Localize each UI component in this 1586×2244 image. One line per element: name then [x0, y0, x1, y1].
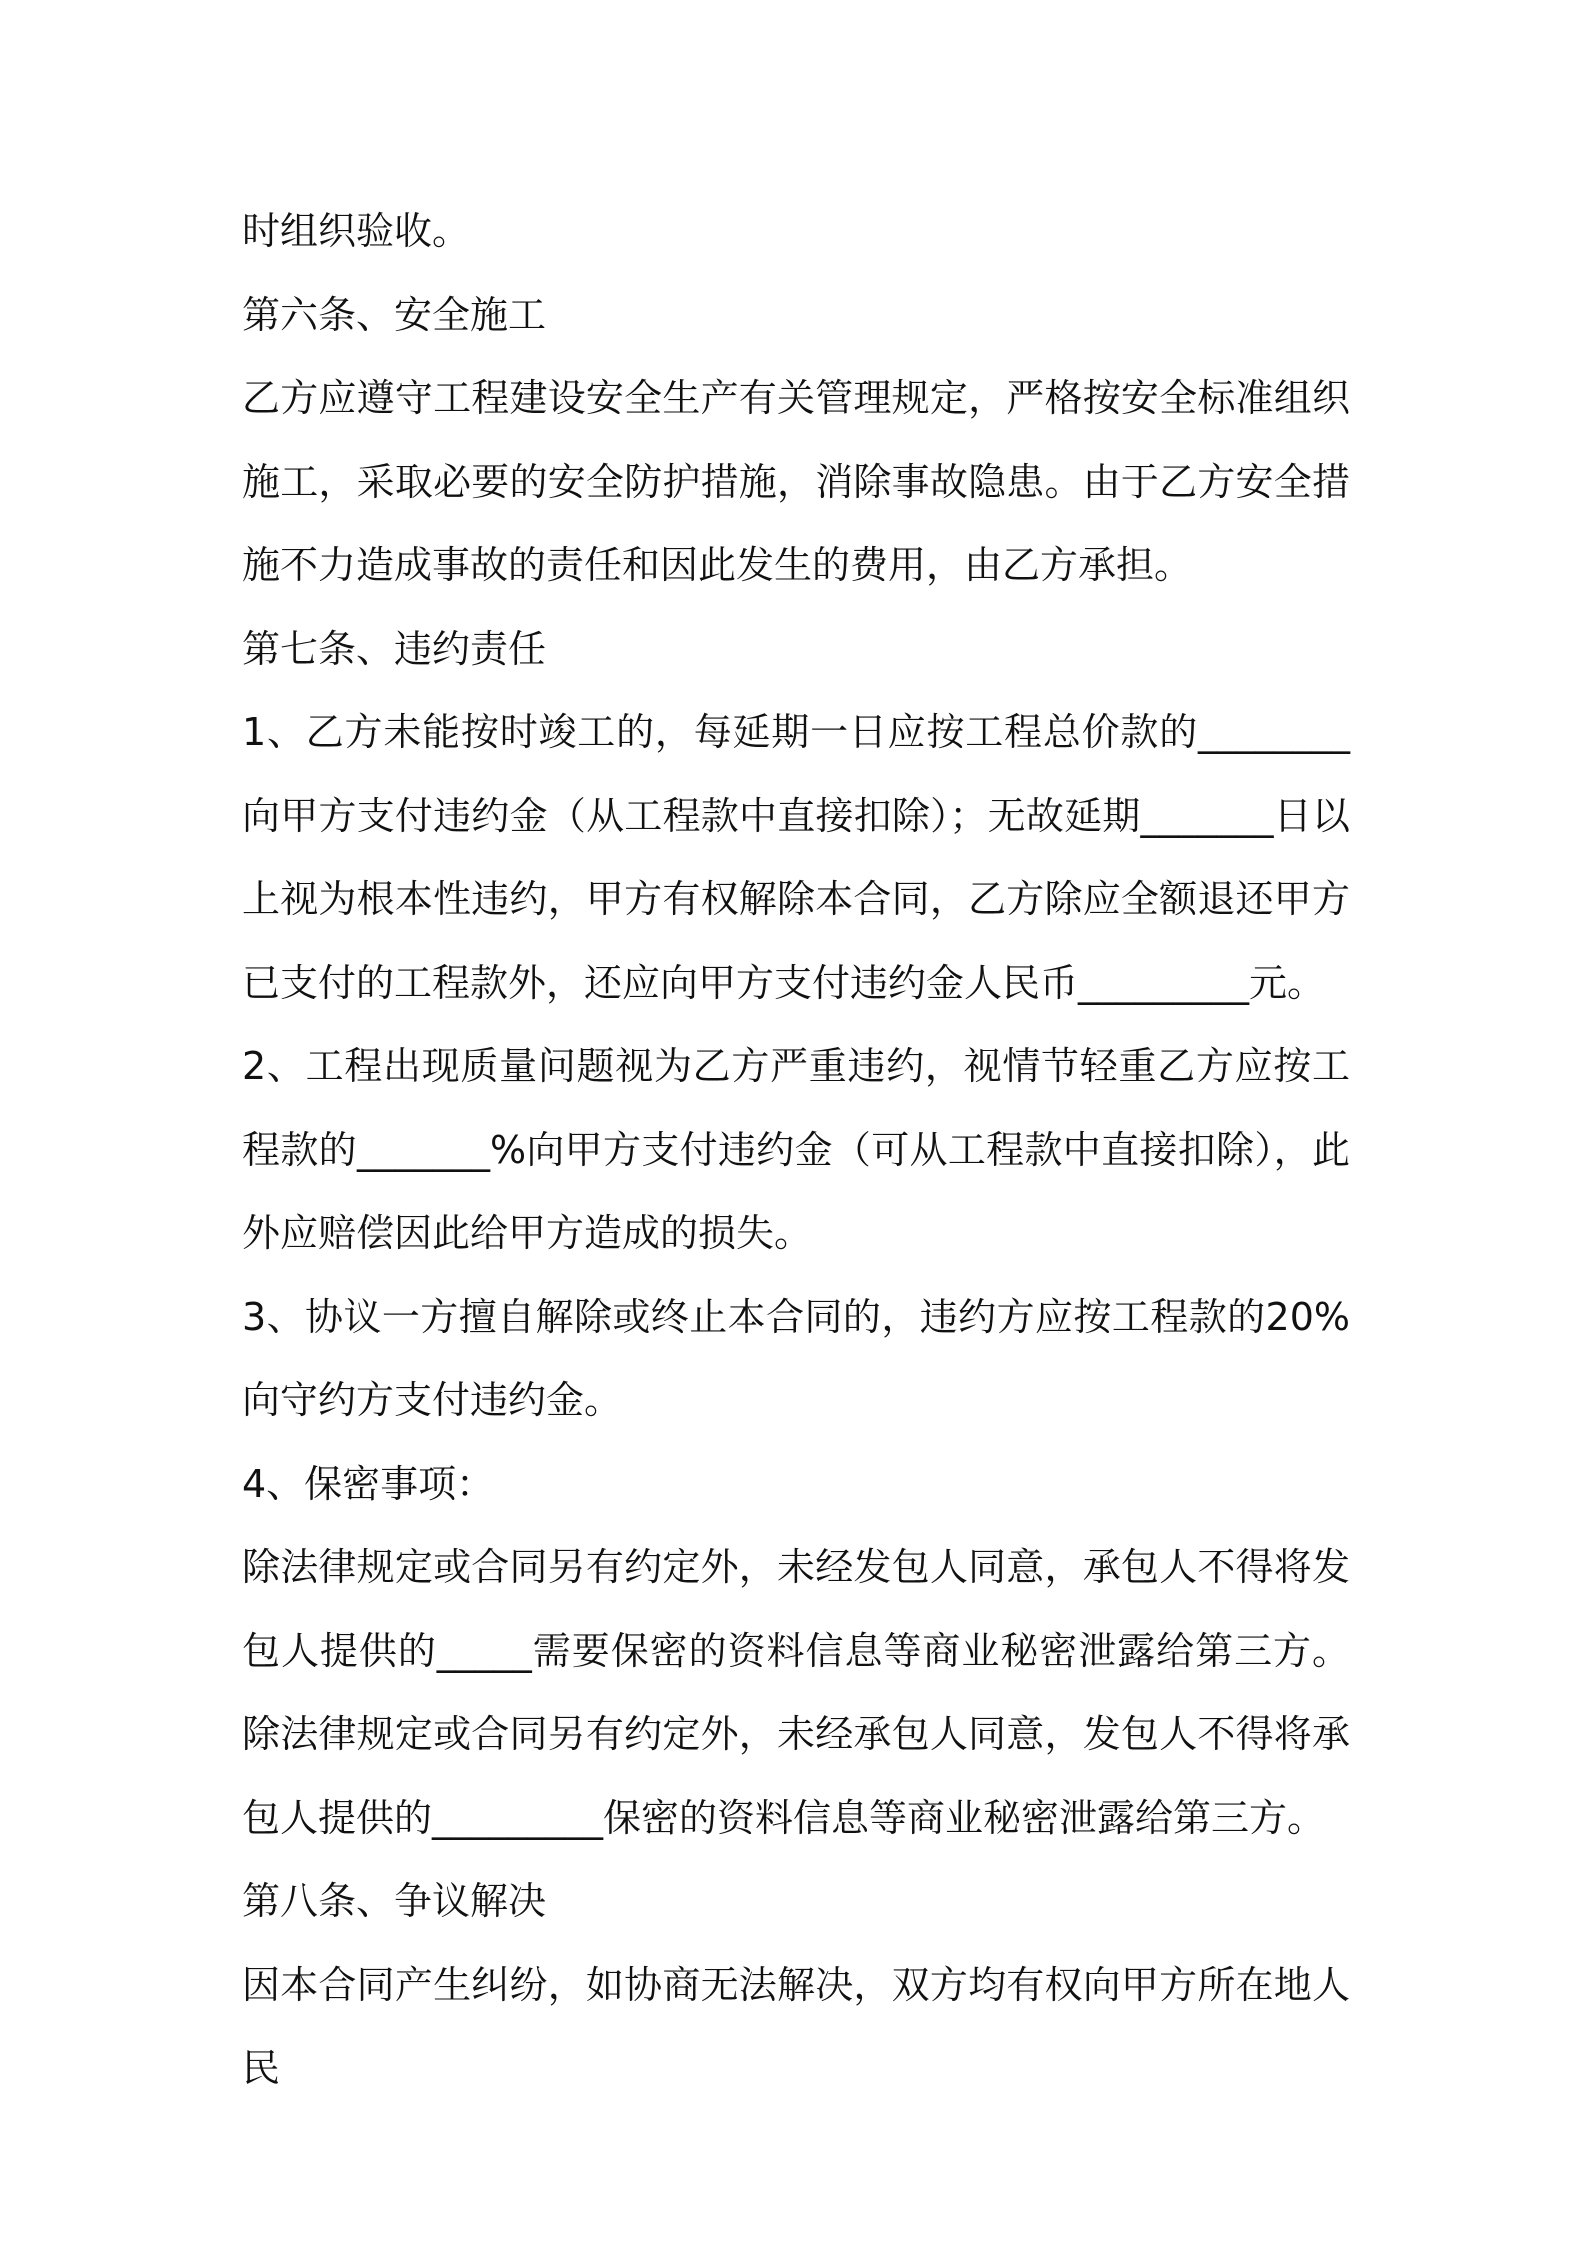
- heading-article-6: 第六条、安全施工: [242, 292, 547, 337]
- paragraph-breach-1: 1、乙方未能按时竣工的，每延期一日应按工程总价款的________向甲方支付违约金（从工程款中直接扣除）；无故延期_______日以上视为根本性违约，甲方有权解除本合同，乙方除应全额退还甲方已支付的工程款外，还应向甲方支付违约金人民币_________元。: [242, 710, 1350, 1005]
- paragraph-acceptance-end: 时组织验收。: [242, 209, 471, 253]
- paragraph-dispute: 因本合同产生纠纷，如协商无法解决，双方均有权向甲方所在地人民: [242, 1962, 1350, 2090]
- paragraph-breach-2: 2、工程出现质量问题视为乙方严重违约，视情节轻重乙方应按工程款的_______%向甲方支付违约金（可从工程款中直接扣除），此外应赔偿因此给甲方造成的损失。: [242, 1044, 1350, 1255]
- paragraph-breach-3: 3、协议一方擅自解除或终止本合同的，违约方应按工程款的20%向守约方支付违约金。: [242, 1294, 1350, 1422]
- heading-article-7: 第七条、违约责任: [242, 626, 547, 671]
- heading-article-8: 第八条、争议解决: [242, 1879, 547, 1923]
- paragraph-safety: 乙方应遵守工程建设安全生产有关管理规定，严格按安全标准组织施工，采取必要的安全防护措施，消除事故隐患。由于乙方安全措施不力造成事故的责任和因此发生的费用，由乙方承担。: [242, 376, 1350, 587]
- paragraph-confidentiality: 除法律规定或合同另有约定外，未经发包人同意，承包人不得将发包人提供的_____需要保密的资料信息等商业秘密泄露给第三方。除法律规定或合同另有约定外，未经承包人同意，发包人不得将承包人提供的_________保密的资料信息等商业秘密泄露给第三方。: [242, 1545, 1350, 1840]
- heading-confidentiality: 4、保密事项：: [242, 1461, 495, 1506]
- document-body: [242, 190, 1350, 2111]
